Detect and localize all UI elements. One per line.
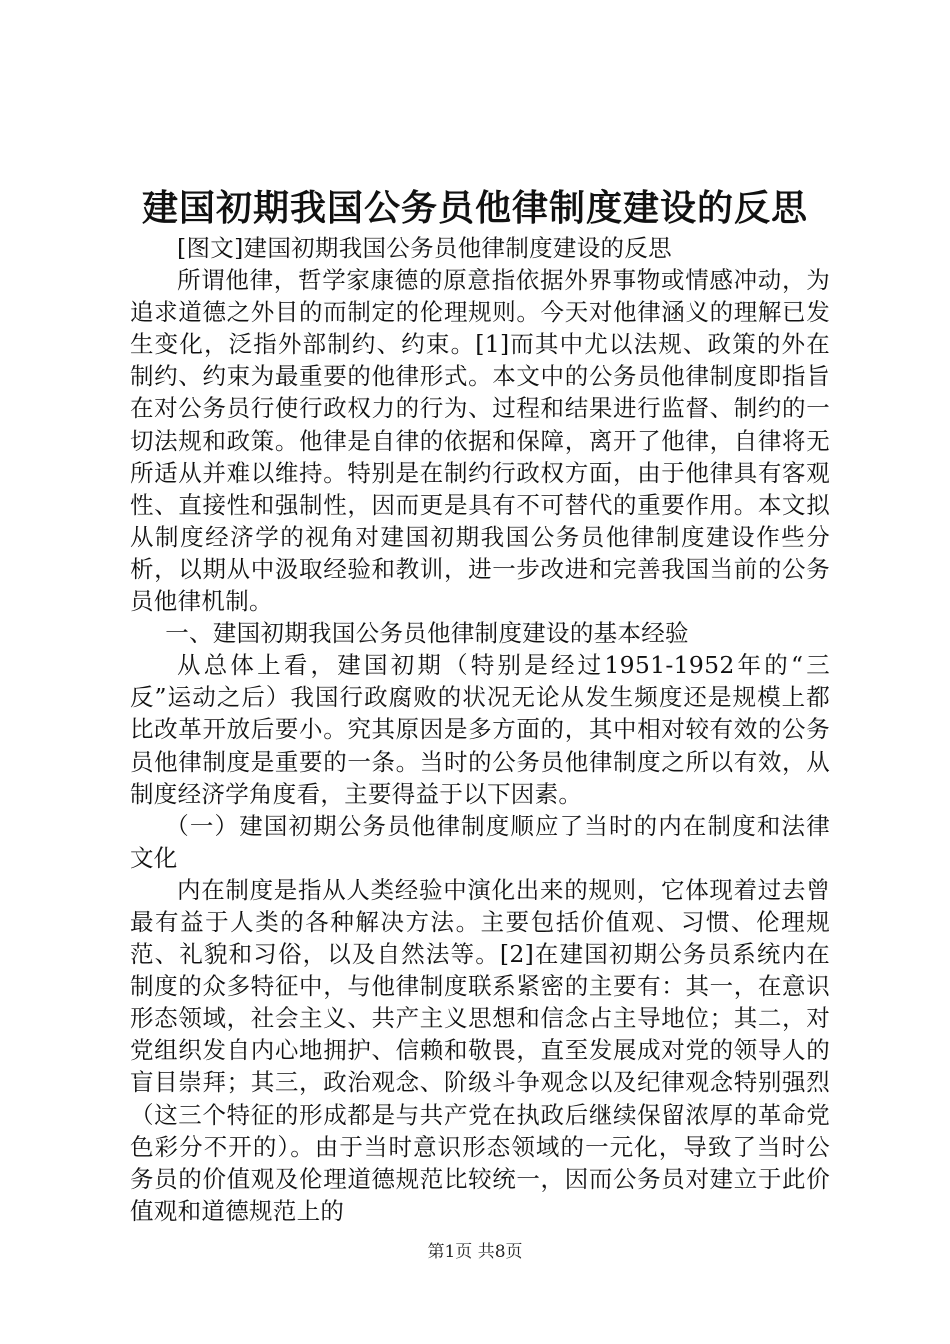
document-body xyxy=(130,232,830,1227)
body-paragraph: 所谓他律，哲学家康德的原意指依据外界事物或情感冲动，为追求道德之外目的而制定的伦理规则。今天对他律涵义的理解已发生变化，泛指外部制约、约束。[1]而其中尤以法规、政策的外在制约、约束为最重要的他律形式。本文中的公务员他律制度即指旨在对公务员行使行政权力的行为、过程和结果进行监督、制约的一切法规和政策。他律是自律的依据和保障，离开了他律，自律将无所适从并难以维持。特别是在制约行政权方面，由于他律具有客观性、直接性和强制性，因而更是具有不可替代的重要作用。本文拟从制度经济学的视角对建国初期我国公务员他律制度建设作些分析，以期从中汲取经验和教训，进一步改进和完善我国当前的公务员他律机制。 xyxy=(130,266,830,616)
intro-caption: [图文]建国初期我国公务员他律制度建设的反思 xyxy=(177,234,672,262)
subsection-heading: （一）建国初期公务员他律制度顺应了当时的内在制度和法律文化 xyxy=(130,811,830,872)
body-paragraph: 内在制度是指从人类经验中演化出来的规则，它体现着过去曾最有益于人类的各种解决方法。主要包括价值观、习惯、伦理规范、礼貌和习俗，以及自然法等。[2]在建国初期公务员系统内在制度的众多特征中，与他律制度联系紧密的主要有：其一，在意识形态领域，社会主义、共产主义思想和信念占主导地位；其二，对党组织发自内心地拥护、信赖和敬畏，直至发展成对党的领导人的盲目崇拜；其三，政治观念、阶级斗争观念以及纪律观念特别强烈（这三个特征的形成都是与共产党在执政后继续保留浓厚的革命党色彩分不开的）。由于当时意识形态领域的一元化，导致了当时公务员的价值观及伦理道德规范比较统一，因而公务员对建立于此价值观和道德规范上的 xyxy=(130,875,830,1225)
page-footer: 第1页 共8页 xyxy=(427,1242,523,1262)
body-paragraph: 从总体上看，建国初期（特别是经过1951-1952年的“三反”运动之后）我国行政腐败的状况无论从发生频度还是规模上都比改革开放后要小。究其原因是多方面的，其中相对较有效的公务员他律制度是重要的一条。当时的公务员他律制度之所以有效，从制度经济学角度看，主要得益于以下因素。 xyxy=(130,651,830,808)
section-heading: 一、建国初期我国公务员他律制度建设的基本经验 xyxy=(165,619,689,648)
document-title: 建国初期我国公务员他律制度建设的反思 xyxy=(141,187,808,229)
